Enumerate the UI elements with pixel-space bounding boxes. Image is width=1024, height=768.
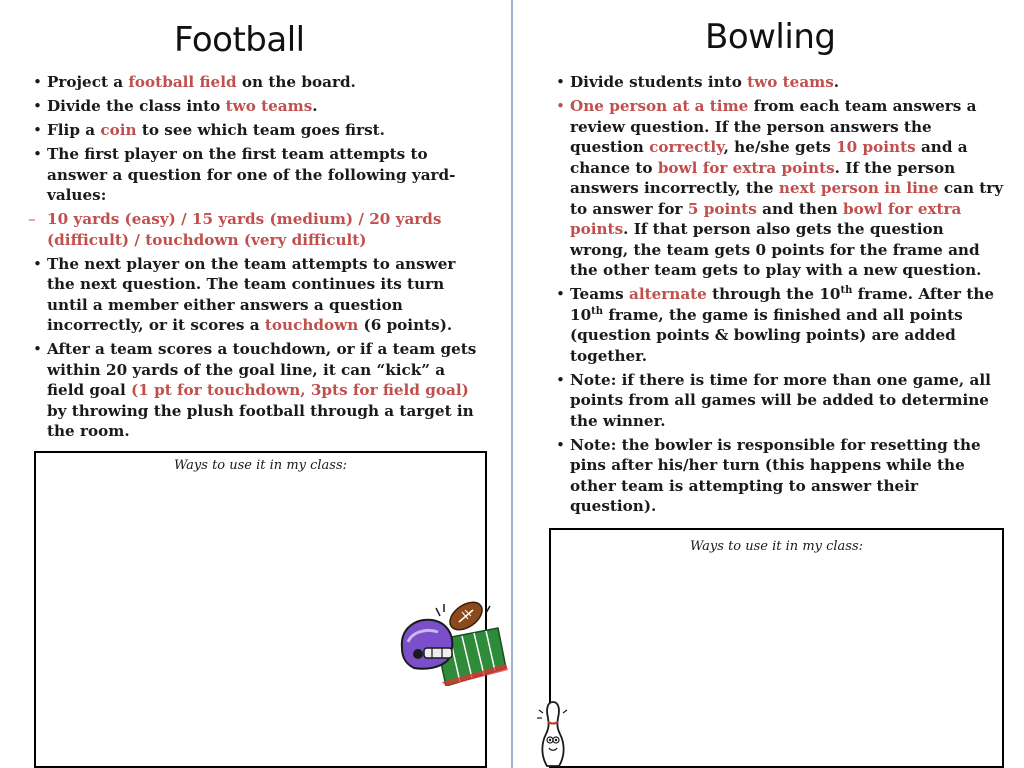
- rule-item: [555, 435, 1005, 517]
- bowling-pin-icon: [533, 700, 573, 768]
- rule-text: Divide students into: [570, 73, 748, 91]
- rule-text: Teams: [570, 285, 629, 303]
- rule-text: from each team answers a review question. If the person answers the question: [570, 97, 977, 156]
- rule-text: Note: the bowler is responsible for resetting the pins after his/her turn (this happens while the other team is attempting to answer their question).: [570, 435, 981, 515]
- rule-text: Flip a: [47, 121, 101, 139]
- rule-item: [32, 209, 477, 250]
- rule-text: th: [840, 284, 853, 296]
- highlighted-text: football field: [128, 73, 237, 91]
- rule-text: and a chance to: [570, 138, 968, 177]
- rule-text: The next player on the team attempts to answer the next question. The team continues its turn until a member either answers a question incorrectly, or it scores a: [47, 254, 456, 334]
- highlighted-text: 10 yards (easy) / 15 yards (medium) / 20 yards (difficult) / touchdown (very difficult): [47, 210, 442, 249]
- rule-text: Project a: [47, 73, 129, 91]
- football-notes-caption: Ways to use it in my class:: [173, 458, 348, 473]
- rule-item: [555, 284, 1005, 366]
- rule-text: to see which team goes first.: [136, 121, 385, 139]
- highlighted-text: touchdown: [264, 316, 359, 334]
- bowling-title: Bowling: [705, 17, 836, 57]
- bowling-rules-list: [555, 72, 1005, 520]
- football-helmet-field-icon: [398, 598, 513, 686]
- highlighted-text: coin: [100, 121, 137, 139]
- rule-text: through the 10: [706, 285, 841, 303]
- rule-text: can try to answer for: [570, 179, 1004, 218]
- rule-item: [555, 370, 1005, 432]
- bowling-notes-caption: Ways to use it in my class:: [689, 539, 864, 554]
- rule-item: [32, 120, 477, 141]
- highlighted-text: 5 points: [687, 199, 757, 218]
- rule-item: [32, 72, 477, 93]
- highlighted-text: bowl for extra points: [570, 199, 962, 238]
- rule-item: [555, 96, 1005, 281]
- highlighted-text: One person at a time: [570, 97, 749, 115]
- highlighted-text: (1 pt for touchdown, 3pts for field goal): [131, 381, 469, 399]
- rule-text: frame, the game is finished and all points (question points & bowling points) are added together.: [570, 305, 963, 365]
- highlighted-text: two teams: [225, 97, 313, 115]
- highlighted-text: alternate: [628, 285, 707, 303]
- highlighted-text: next person in line: [778, 179, 939, 197]
- highlighted-text: bowl for extra points: [657, 158, 835, 177]
- highlighted-text: two teams: [747, 73, 834, 91]
- rule-text: . If the person answers incorrectly, the: [570, 158, 956, 197]
- rule-text: and then: [756, 199, 843, 218]
- football-rules-list: [32, 72, 477, 445]
- rule-text: .: [833, 73, 840, 91]
- rule-text: by throwing the plush football through a target in the room.: [47, 401, 474, 440]
- bowling-notes-box[interactable]: [549, 528, 1004, 768]
- rule-item: [32, 339, 477, 442]
- rule-text: After a team scores a touchdown, or if a team gets within 20 yards of the goal line, it can “kick” a field goal: [47, 340, 477, 399]
- rule-item: [32, 144, 477, 206]
- highlighted-text: correctly: [649, 138, 724, 156]
- rule-text: , he/she gets: [723, 138, 837, 156]
- rule-item: [32, 254, 477, 336]
- rule-text: on the board.: [236, 73, 356, 91]
- rule-text: Note: if there is time for more than one game, all points from all games will be added to determine the winner.: [570, 370, 991, 430]
- rule-text: frame. After the 10: [570, 285, 995, 324]
- rule-item: [32, 96, 477, 117]
- rule-text: th: [591, 305, 604, 317]
- rule-text: (6 points).: [358, 316, 453, 334]
- rule-text: Divide the class into: [47, 97, 226, 115]
- rule-item: [555, 72, 1005, 93]
- football-title: Football: [174, 20, 305, 60]
- rule-text: The first player on the first team attempts to answer a question for one of the following yard-values:: [47, 145, 456, 204]
- highlighted-text: 10 points: [836, 138, 916, 156]
- rule-text: . If that person also gets the question wrong, the team gets 0 points for the frame and the other team gets to play with a new question.: [570, 220, 982, 279]
- rule-text: .: [312, 97, 318, 115]
